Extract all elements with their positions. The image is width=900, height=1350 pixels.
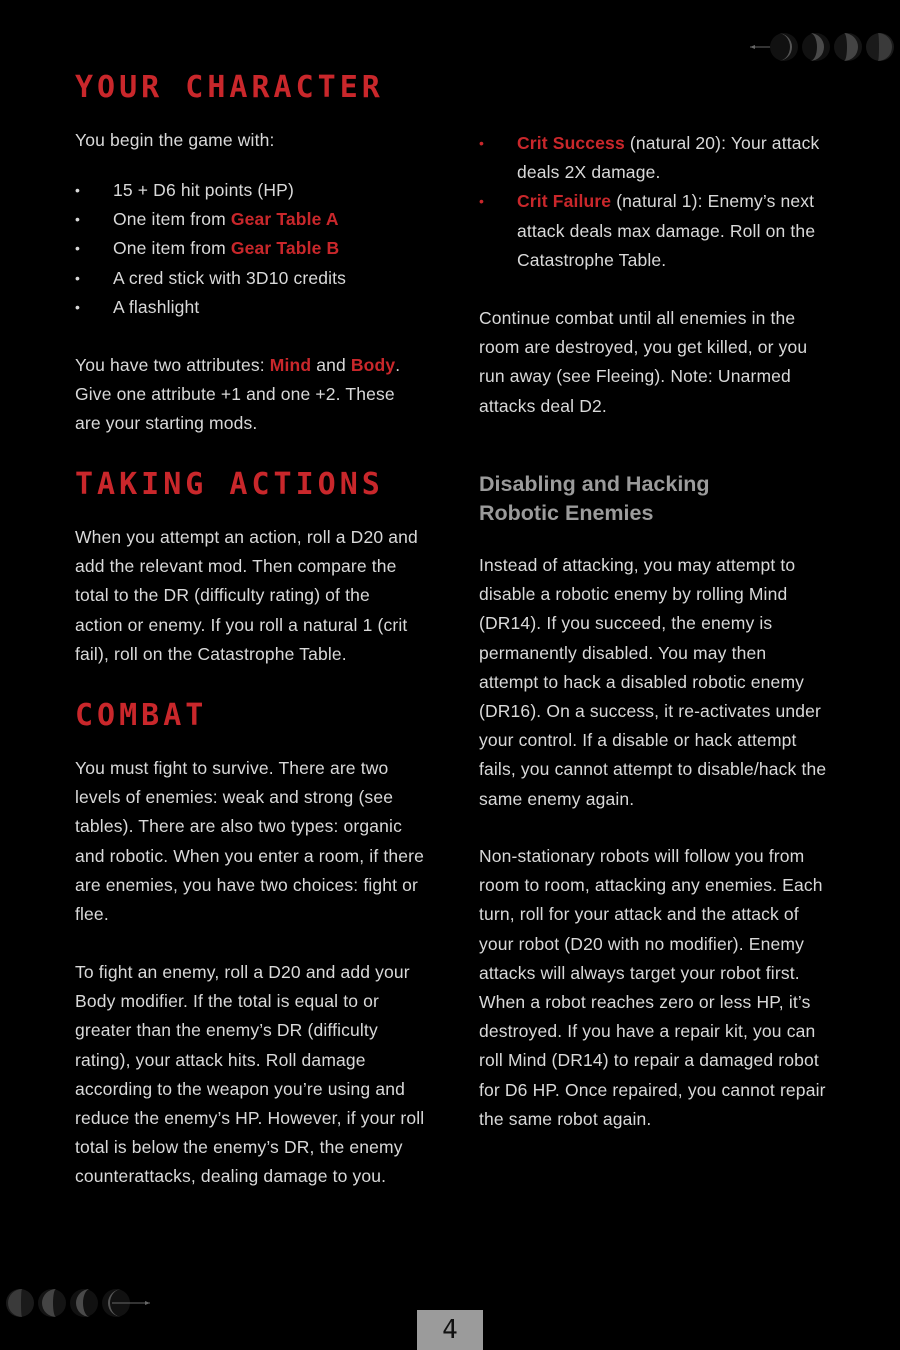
moon-phases-icon-bottom <box>0 1286 152 1320</box>
list-item: • A cred stick with 3D10 credits <box>75 264 425 293</box>
gear-table-b-link[interactable]: Gear Table B <box>230 238 340 259</box>
crit-success-label: Crit Success <box>517 133 625 153</box>
attributes-paragraph: You have two attributes: Mind and Body. Give one attribute +1 and one +2. These are your starting mods. <box>75 355 401 434</box>
crit-list <box>479 129 829 275</box>
starting-items-list <box>75 176 425 322</box>
combat-paragraph-1: You must fight to survive. There are two levels of enemies: weak and strong (see tables). There are also two types: organic and robotic. When you enter a room, if there are enemies, you have two choices: fight or flee. <box>75 758 425 925</box>
heading-disabling: Disabling and Hacking Robotic Enemies <box>479 472 710 525</box>
combat-paragraph-2: To fight an enemy, roll a D20 and add your Body modifier. If the total is equal to or greater than the enemy’s DR (difficulty rating), your attack hits. Roll damage according to the weapon you’re using and reduce the enemy’s HP. However, if your roll total is below the enemy’s DR, the enemy counterattacks, dealing damage to you. <box>75 962 425 1187</box>
crit-failure-label: Crit Failure <box>517 191 612 212</box>
heading-taking-actions: TAKING ACTIONS <box>75 467 384 502</box>
actions-paragraph: When you attempt an action, roll a D20 and add the relevant mod. Then compare the total to the DR (difficulty rating) of the action or enemy. If you roll a natural 1 (crit fail), roll on the Catastrophe Table. <box>75 527 418 664</box>
heading-your-character: YOUR CHARACTER <box>75 70 384 105</box>
mind-attribute: Mind <box>269 355 312 375</box>
moon-phases-icon-top <box>748 30 900 64</box>
list-item: • 15 + D6 hit points (HP) <box>75 176 425 205</box>
character-intro: You begin the game with: <box>75 130 275 150</box>
list-item: • One item from Gear Table A <box>75 205 425 234</box>
page-number: 4 <box>417 1310 483 1350</box>
disabling-paragraph-1: Instead of attacking, you may attempt to disable a robotic enemy by rolling Mind (DR14). If you succeed, the enemy is permanently disabled. You may then attempt to hack a disabled robotic enemy (DR16). On a success, it re-activates under your control. If a disable or hack attempt fails, you cannot attempt to disable/hack the same enemy again. <box>479 555 827 809</box>
list-item: • Crit Success (natural 20): Your attack deals 2X damage. <box>479 129 829 187</box>
combat-paragraph-3: Continue combat until all enemies in the room are destroyed, you get killed, or you run away (see Fleeing). Note: Unarmed attacks deal D2. <box>479 308 808 416</box>
gear-table-a-link[interactable]: Gear Table A <box>230 209 339 230</box>
disabling-paragraph-2: Non-stationary robots will follow you from room to room, attacking any enemies. Each turn, roll for your attack and the attack of your robot (D20 with no modifier). Enemy attacks will always target your robot first. When a robot reaches zero or less HP, it’s destroyed. If you have a repair kit, you can roll Mind (DR14) to repair a damaged robot for D6 HP. Once repaired, you cannot repair the same robot again. <box>479 846 826 1129</box>
list-item: • A flashlight <box>75 293 425 322</box>
list-item: • One item from Gear Table B <box>75 234 425 263</box>
heading-combat: COMBAT <box>75 698 208 733</box>
body-attribute: Body <box>350 355 396 375</box>
list-item: • Crit Failure (natural 1): Enemy’s next attack deals max damage. Roll on the Catastrophe Table. <box>479 187 829 275</box>
